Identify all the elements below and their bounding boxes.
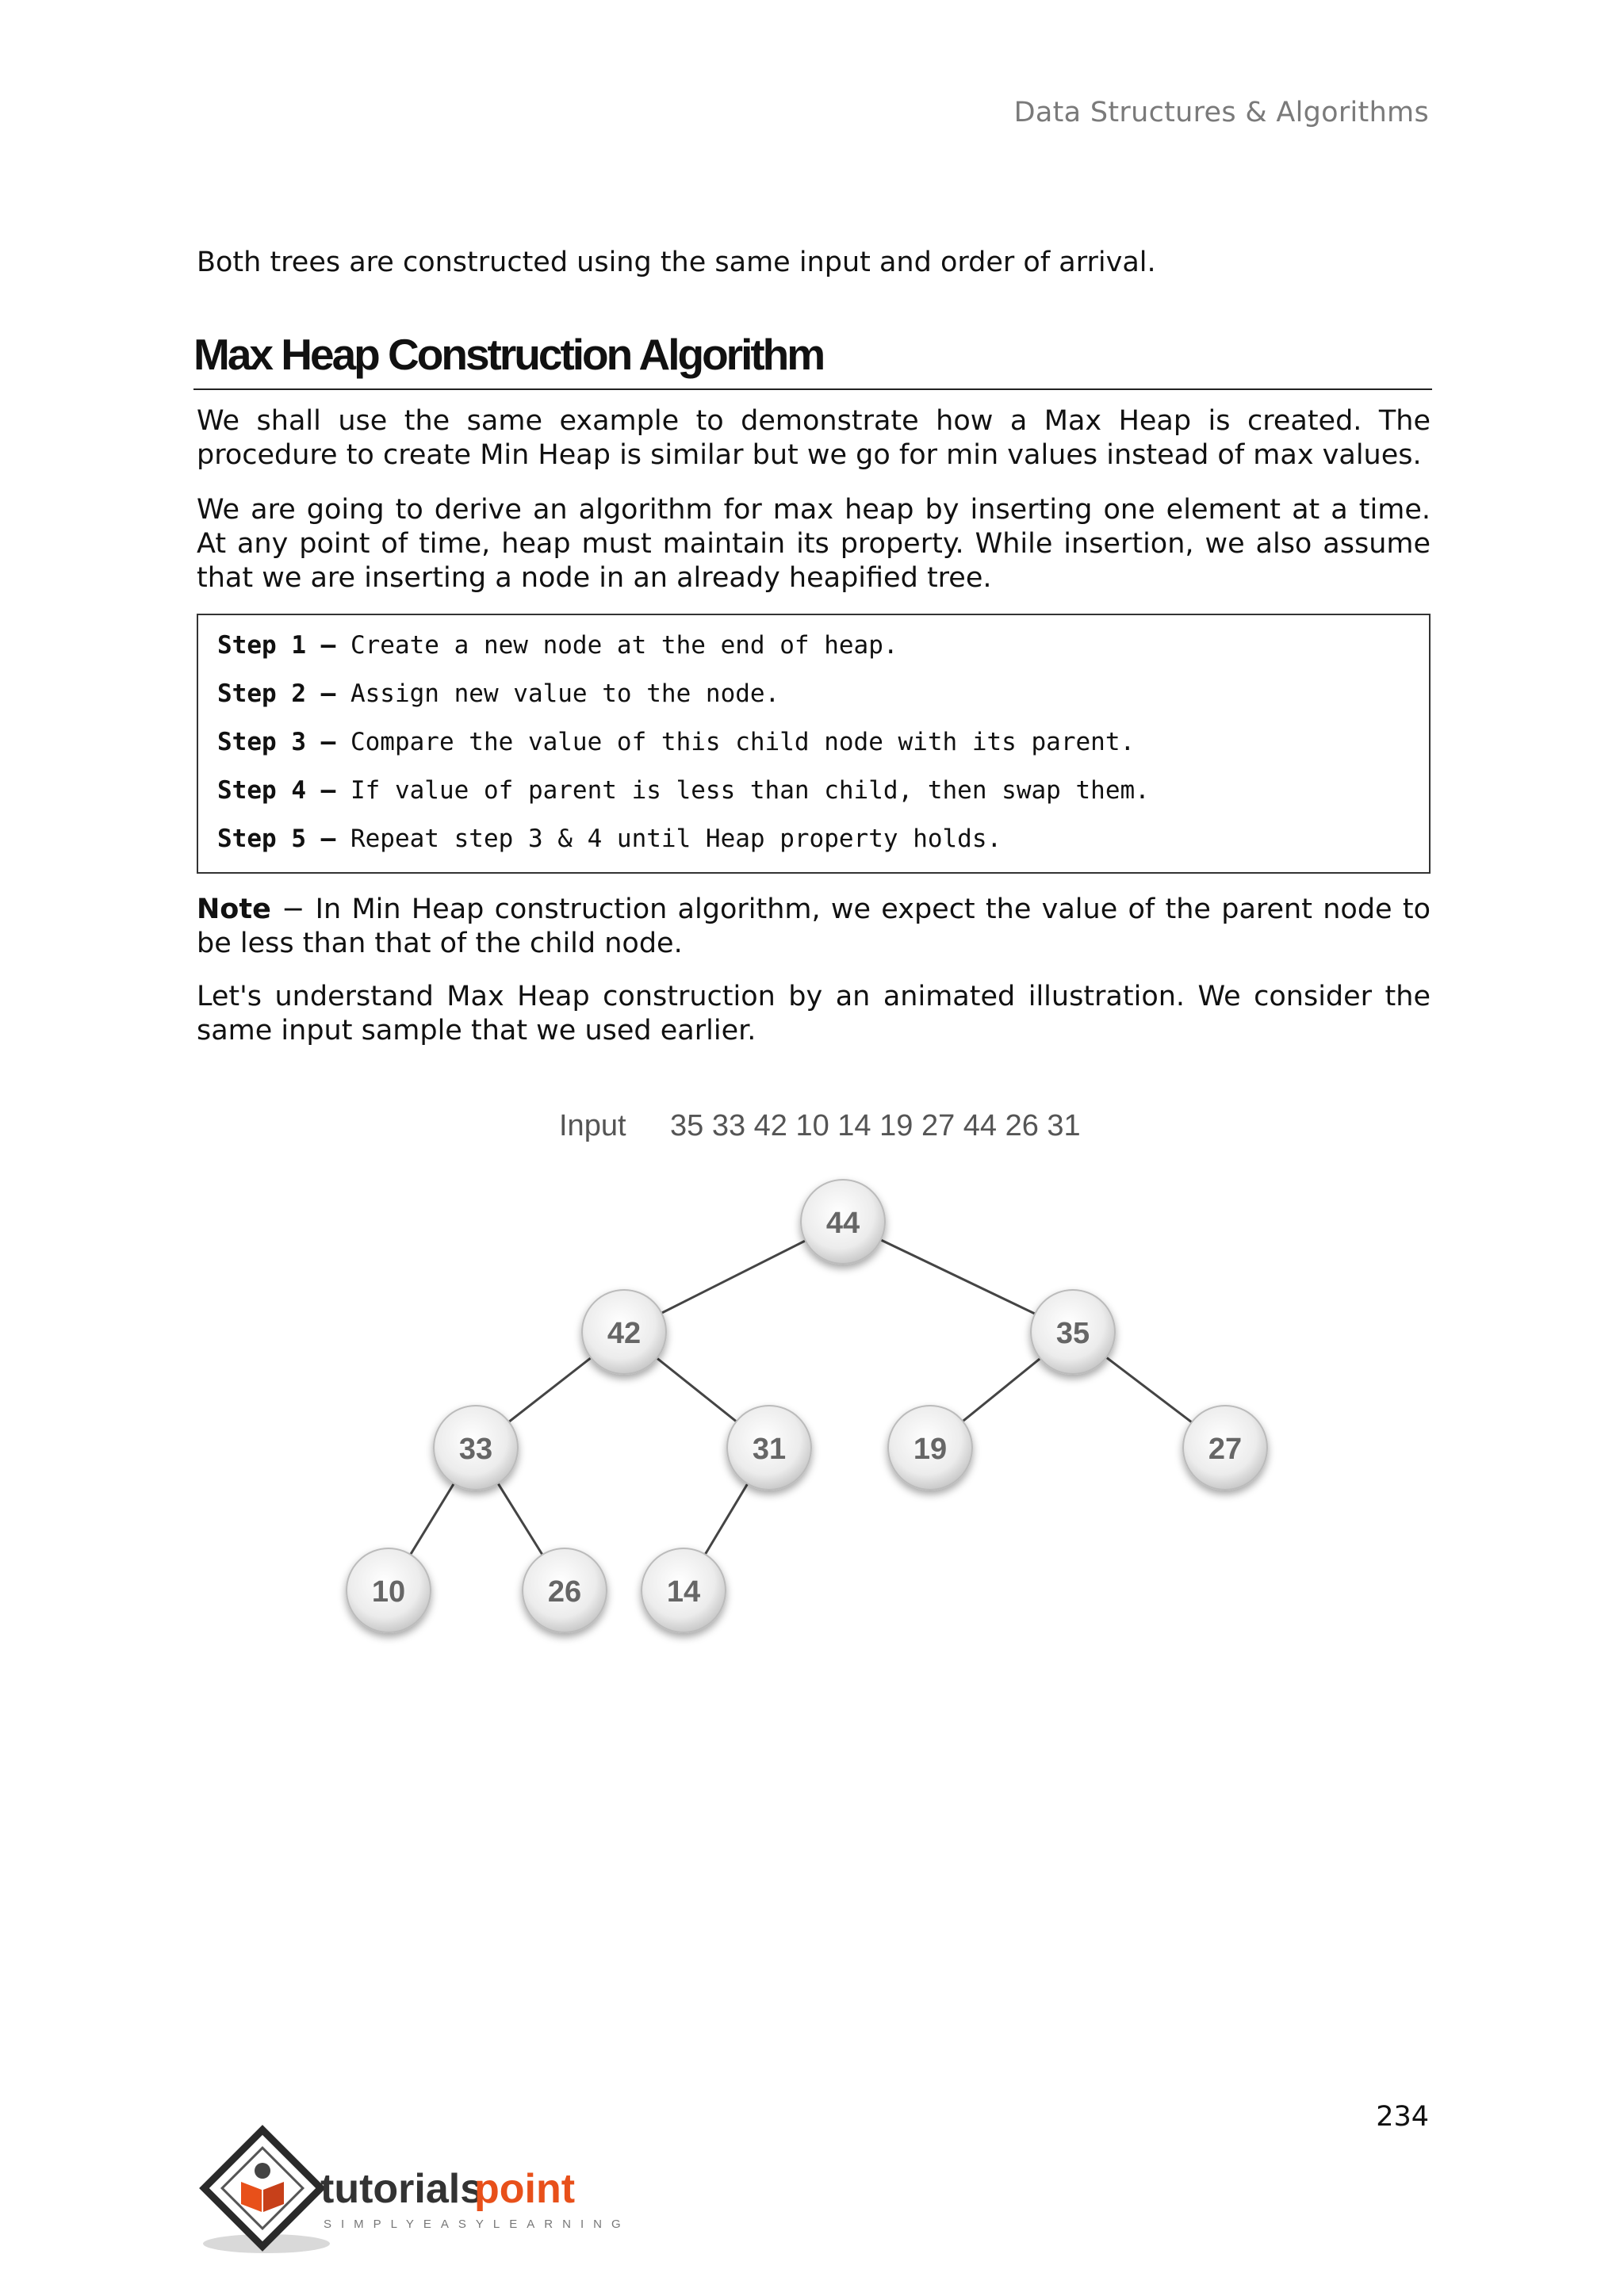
input-label: Input xyxy=(559,1109,626,1142)
tree-node xyxy=(582,1290,666,1374)
logo-diamond xyxy=(204,2130,320,2246)
node-value: 26 xyxy=(547,1575,582,1609)
step-line xyxy=(217,825,1002,853)
step-text: Create a new node at the end of heap. xyxy=(335,631,898,660)
step-label: Step 5 – xyxy=(217,825,336,853)
running-title: Data Structures & Algorithms xyxy=(1013,97,1429,128)
section-title: Max Heap Construction Algorithm xyxy=(193,330,824,379)
step-line xyxy=(217,728,1135,756)
node-value: 44 xyxy=(825,1207,860,1240)
node-value: 31 xyxy=(752,1433,787,1466)
page-number: 234 xyxy=(1376,2101,1429,2133)
step-label: Step 4 – xyxy=(217,776,336,805)
tree-node xyxy=(434,1406,518,1490)
node-value: 35 xyxy=(1055,1317,1090,1350)
tree-node xyxy=(727,1406,811,1490)
tutorialspoint-logo xyxy=(195,2125,639,2260)
node-value: 33 xyxy=(458,1433,493,1466)
paragraph-example: We shall use the same example to demonstrate how a Max Heap is created. The procedure to create Min Heap is similar but we go for min values instead of max values. xyxy=(197,405,1431,471)
tree-node xyxy=(888,1406,972,1490)
step-text: Compare the value of this child node with its parent. xyxy=(335,728,1136,756)
step-line xyxy=(217,776,1150,805)
step-text: If value of parent is less than child, then swap them. xyxy=(335,776,1150,805)
tree-node xyxy=(347,1548,431,1632)
tree-node xyxy=(1031,1290,1115,1374)
step-line xyxy=(217,679,779,708)
node-value: 14 xyxy=(666,1575,701,1609)
node-value: 42 xyxy=(607,1317,642,1350)
tree-edges xyxy=(389,1222,1225,1590)
paragraph-derive: We are going to derive an algorithm for max heap by inserting one element at a time. At any point of time, heap must maintain its property. While insertion, we also assume that we are inserting a node in an already heapified tree. xyxy=(197,494,1431,594)
intro-paragraph: Both trees are constructed using the same input and order of arrival. xyxy=(197,247,1156,278)
tree-node xyxy=(642,1548,726,1632)
section-heading xyxy=(193,328,1432,390)
algorithm-steps-box xyxy=(197,614,1431,874)
max-heap-tree-figure xyxy=(0,1094,1624,1649)
logo-tagline: SIMPLYEASYLEARNING xyxy=(324,2218,630,2231)
step-line xyxy=(217,631,898,660)
logo-word-point: point xyxy=(474,2166,576,2212)
step-label: Step 3 – xyxy=(217,728,336,756)
logo-word-tutorials: tutorials xyxy=(320,2166,484,2212)
node-value: 19 xyxy=(913,1433,948,1466)
tree-node xyxy=(1183,1406,1267,1490)
input-sequence: 35 33 42 10 14 19 27 44 26 31 xyxy=(670,1109,1081,1142)
node-value: 10 xyxy=(371,1575,406,1609)
step-text: Assign new value to the node. xyxy=(335,679,780,708)
note-paragraph xyxy=(197,893,1431,961)
note-label: Note xyxy=(197,894,271,925)
tree-node xyxy=(801,1180,885,1264)
node-value: 27 xyxy=(1208,1433,1243,1466)
step-label: Step 2 – xyxy=(217,679,336,708)
note-text: − In Min Heap construction algorithm, we expect the value of the parent node to be less than that of the child node. xyxy=(197,894,1431,959)
tree-node xyxy=(523,1548,607,1632)
step-label: Step 1 – xyxy=(217,631,336,660)
paragraph-illustration: Let's understand Max Heap construction by an animated illustration. We consider the same input sample that we used earlier. xyxy=(197,981,1431,1047)
step-text: Repeat step 3 & 4 until Heap property holds. xyxy=(335,825,1002,853)
